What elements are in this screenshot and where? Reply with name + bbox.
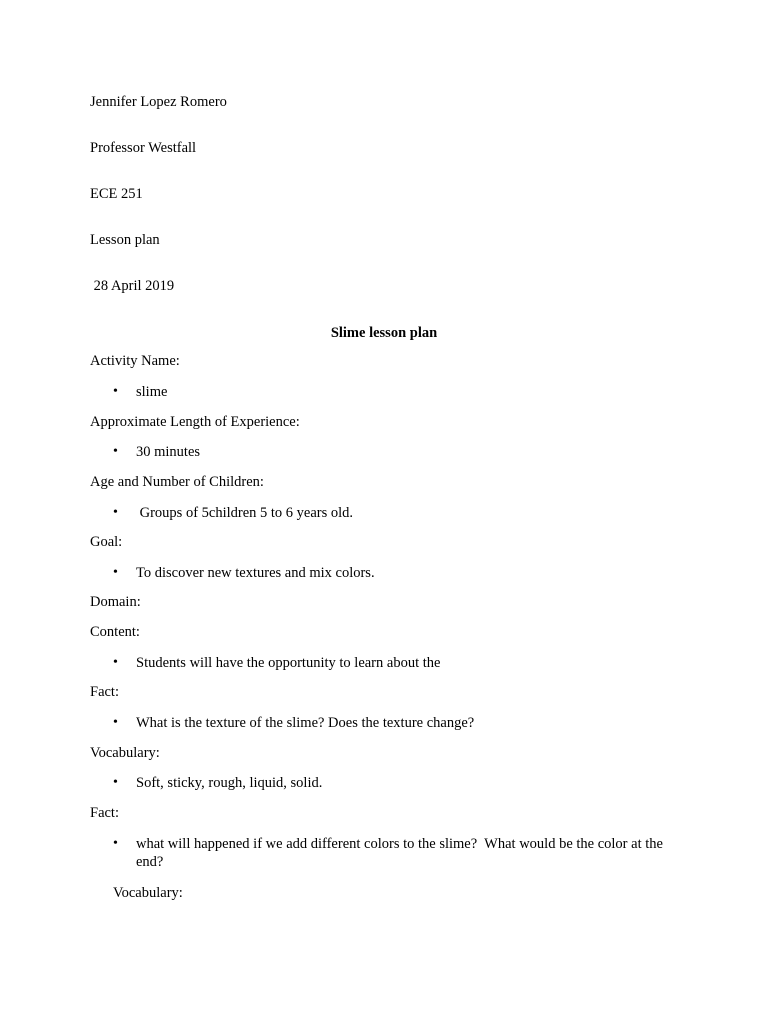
document-type: Lesson plan xyxy=(90,232,160,248)
age-value: Groups of 5children 5 to 6 years old. xyxy=(136,505,354,521)
professor-name: Professor Westfall xyxy=(90,140,197,156)
fact-label: Fact: xyxy=(90,684,119,700)
bullet-icon: • xyxy=(113,505,118,520)
bullet-icon: • xyxy=(113,775,118,790)
bullet-icon: • xyxy=(113,715,118,730)
fact-label-2: Fact: xyxy=(90,805,119,821)
document-title: Slime lesson plan xyxy=(330,325,438,341)
domain-label: Domain: xyxy=(90,594,141,610)
bullet-icon: • xyxy=(113,836,118,851)
goal-value: To discover new textures and mix colors. xyxy=(136,565,375,581)
bullet-icon: • xyxy=(113,655,118,670)
content-value: Students will have the opportunity to learn about the xyxy=(136,655,441,671)
author-name: Jennifer Lopez Romero xyxy=(90,94,227,110)
bullet-icon: • xyxy=(113,565,118,580)
vocabulary-value: Soft, sticky, rough, liquid, solid. xyxy=(136,775,323,791)
vocabulary-label-2: Vocabulary: xyxy=(113,885,183,901)
fact-value: What is the texture of the slime? Does the texture change? xyxy=(136,715,475,731)
document-date: 28 April 2019 xyxy=(90,278,175,294)
length-label: Approximate Length of Experience: xyxy=(90,414,300,430)
bullet-icon: • xyxy=(113,384,118,399)
course-code: ECE 251 xyxy=(90,186,143,202)
vocabulary-label: Vocabulary: xyxy=(90,745,160,761)
activity-name-label: Activity Name: xyxy=(90,353,180,369)
goal-label: Goal: xyxy=(90,534,123,550)
content-label: Content: xyxy=(90,624,140,640)
bullet-icon: • xyxy=(113,444,118,459)
age-label: Age and Number of Children: xyxy=(90,474,264,490)
fact-value-2: what will happened if we add different colors to the slime? What would be the color at the end? xyxy=(136,836,667,870)
activity-name-value: slime xyxy=(136,384,168,400)
length-value: 30 minutes xyxy=(136,444,201,460)
